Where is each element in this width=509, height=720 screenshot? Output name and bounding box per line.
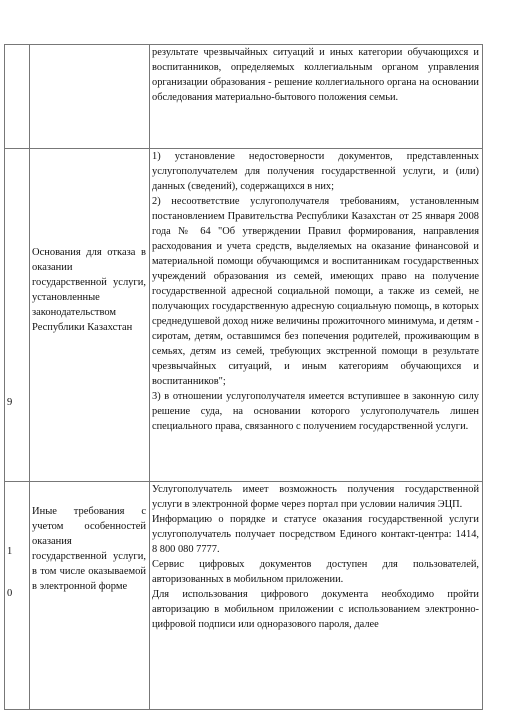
paragraph: Информацию о порядке и статусе оказания государственной услуги услугополучатель получает посредством Единого контакт-центра: 1414, 8 800 080 7777. [152,514,479,555]
row-content-cell [150,482,483,710]
row-number [5,482,30,710]
row-number-digit: 0 [7,588,13,599]
table-row-9 [5,149,483,482]
paragraph: Для использования цифрового документа необходимо пройти авторизацию в мобильном приложении с использованием электронно-цифровой подписи или одноразового пароля, далее [152,589,479,630]
paragraph: 3) в отношении услугополучателя имеется вступившее в законную силу решение суда, на основании которого услугополучатель лишен специального права, связанного с получением государственной услуги. [152,391,479,432]
row-content-cell [150,149,483,482]
row-number-digit: 1 [7,546,13,557]
row-number-cell [5,45,30,149]
paragraph: Сервис цифровых документов доступен для пользователей, авторизованных в мобильном приложении. [152,559,479,585]
table-row-continuation [5,45,483,149]
row-label: Основания для отказа в оказании государственной услуги, установленные законодательством Республики Казахстан [30,149,150,482]
row-content-cell [150,45,483,149]
service-standard-table [4,44,483,710]
paragraph: Услугополучатель имеет возможность получения государственной услуги в электронной форме через портал при условии наличия ЭЦП. [152,484,479,510]
table-row-10 [5,482,483,710]
row-label-cell [30,45,150,149]
row-number: 9 [5,149,30,482]
paragraph: результате чрезвычайных ситуаций и иных категории обучающихся и воспитанников, определяемых коллегиальным органом управления организации образования - решение коллегиального органа на основании обследования материально-бытового положения семьи. [152,47,479,103]
paragraph: 1) установление недостоверности документов, представленных услугополучателем для получения государственной услуги, и (или) данных (сведений), содержащихся в них; [152,151,479,192]
paragraph: 2) несоответствие услугополучателя требованиям, установленным постановлением Правительства Республики Казахстан от 25 января 2008 года № 64 "Об утверждении Правил формирования, направления расходования и учета средств, выделяемых на оказание финансовой и материальной помощи обучающимся и воспитанникам государственных учреждений образования из семей, имеющих право на получение государственной адресной социальной помощи, а также из семей, не получающих государственную адресную социальную помощь, в которых среднедушевой доход ниже величины прожиточного минимума, и детям - сиротам, детям, оставшимся без попечения родителей, проживающим в семьях, детям из семей, требующих экстренной помощи в результате чрезвычайных ситуаций, и иным категориям обучающихся и воспитанников"; [152,196,479,387]
row-label: Иные требования с учетом особенностей оказания государственной услуги, в том числе оказываемой в электронной форме [30,482,150,710]
